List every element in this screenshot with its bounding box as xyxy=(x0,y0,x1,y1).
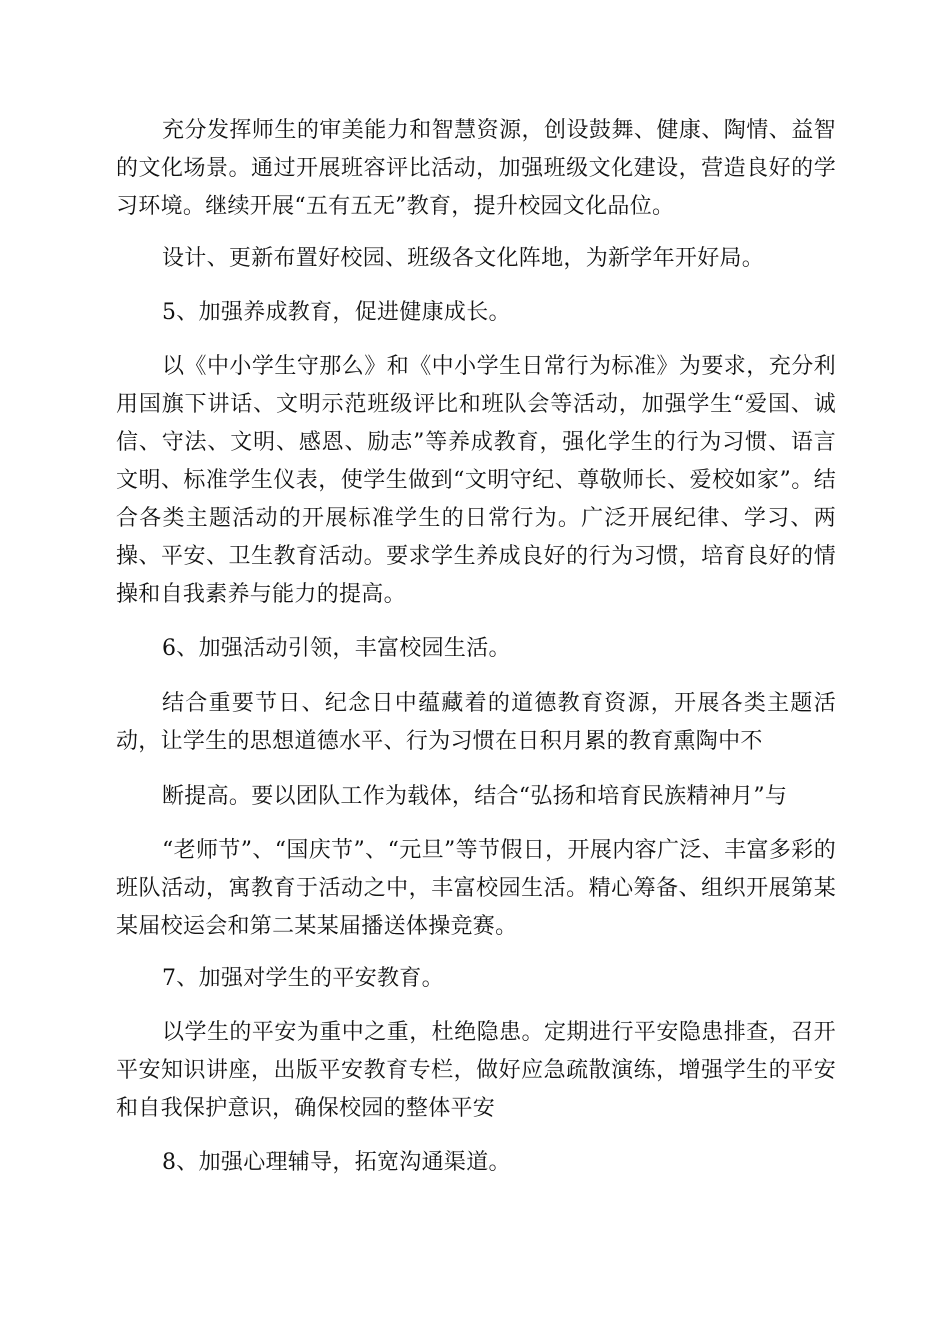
paragraph-culture-scene: 充分发挥师生的审美能力和智慧资源，创设鼓舞、健康、陶情、益智的文化场景。通过开展班容评比活动，加强班级文化建设，营造良好的学习环境。继续开展“五有五无”教育，提升校园文化品位。 xyxy=(116,118,836,219)
paragraph-behavior-education: 以《中小学生守那么》和《中小学生日常行为标准》为要求，充分利用国旗下讲话、文明示范班级评比和班队会等活动，加强学生“爱国、诚信、守法、文明、感恩、励志”等养成教育，强化学生的行为习惯、语言文明、标准学生仪表，使学生做到“文明守纪、尊敬师长、爱校如家”。结合各类主题活动的开展标准学生的日常行为。广泛开展纪律、学习、两操、平安、卫生教育活动。要求学生养成良好的行为习惯，培育良好的情操和自我素养与能力的提高。 xyxy=(116,354,836,607)
paragraph-moral-education: 结合重要节日、纪念日中蕴藏着的道德教育资源，开展各类主题活动，让学生的思想道德水平、行为习惯在日积月累的教育熏陶中不 xyxy=(116,691,836,754)
heading-section-5: 5、加强养成教育，促进健康成长。 xyxy=(162,300,511,325)
paragraph-team-work: 断提高。要以团队工作为载体，结合“弘扬和培育民族精神月”与 xyxy=(162,784,788,809)
paragraph-layout-design: 设计、更新布置好校园、班级各文化阵地，为新学年开好局。 xyxy=(162,246,765,271)
heading-section-7: 7、加强对学生的平安教育。 xyxy=(162,966,444,991)
heading-section-8: 8、加强心理辅导，拓宽沟通渠道。 xyxy=(162,1150,511,1175)
heading-section-6: 6、加强活动引领，丰富校园生活。 xyxy=(162,636,511,661)
paragraph-safety-education: 以学生的平安为重中之重，杜绝隐患。定期进行平安隐患排查，召开平安知识讲座，出版平安教育专栏，做好应急疏散演练，增强学生的平安和自我保护意识，确保校园的整体平安 xyxy=(116,1020,836,1121)
paragraph-holiday-activities: “老师节”、“国庆节”、“元旦”等节假日，开展内容广泛、丰富多彩的班队活动，寓教育于活动之中，丰富校园生活。精心筹备、组织开展第某某届校运会和第二某某届播送体操竞赛。 xyxy=(116,838,836,939)
